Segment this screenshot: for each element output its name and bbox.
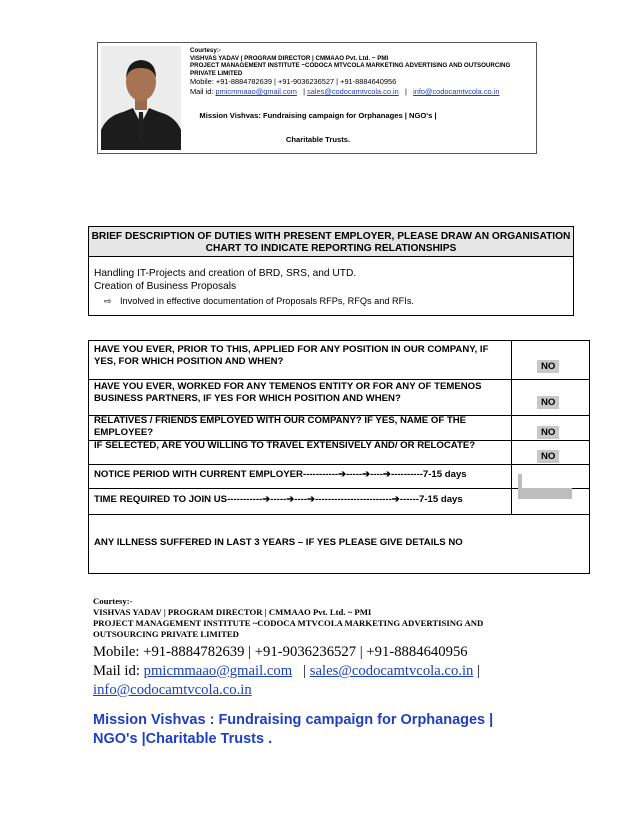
question-row <box>89 514 589 573</box>
footer-mail-sep-1: | <box>303 663 307 679</box>
question-text: TIME REQUIRED TO JOIN US-----------➔-----➔----➔------------------------➔------7-15 days <box>94 494 463 505</box>
question-row <box>89 379 589 416</box>
answer-cell <box>511 440 590 464</box>
footer-institute-line: PROJECT MANAGEMENT INSTITUTE ~CODOCA MTVCOLA MARKETING ADVERTISING AND OUTSOURCING PRIVATE LIMITED <box>93 618 484 639</box>
gray-shade <box>518 474 522 488</box>
gray-shade <box>518 488 572 499</box>
answer-badge: NO <box>537 450 559 463</box>
header-mail-link-3[interactable]: info@codocamtvcola.co.in <box>413 87 500 97</box>
header-mail-line <box>190 87 530 97</box>
question-text: HAVE YOU EVER, WORKED FOR ANY TEMENOS ENTITY OR FOR ANY OF TEMENOS BUSINESS PARTNERS, IF YES FOR WHICH POSITION AND WHEN? <box>94 381 482 404</box>
duties-table <box>88 226 574 316</box>
duty-line-3: Involved in effective documentation of Proposals RFPs, RFQs and RFIs. <box>120 296 414 306</box>
duty-line-1: Handling IT-Projects and creation of BRD, SRS, and UTD. <box>94 268 357 279</box>
footer-mobile: Mobile: +91-8884782639 | +91-9036236527 | +91-8884640956 <box>93 644 468 660</box>
header-mobile: Mobile: +91-8884782639 | +91-9036236527 | +91-8884640956 <box>190 77 397 87</box>
footer-mail-link-2[interactable]: sales@codocamtvcola.co.in <box>309 663 474 679</box>
footer-mail-sep-2: | <box>477 663 481 679</box>
footer-mail-link-3[interactable]: info@codocamtvcola.co.in <box>93 682 252 698</box>
answer-badge: NO <box>537 396 559 409</box>
footer-mail-label: Mail id: <box>93 663 140 679</box>
question-text: ANY ILLNESS SUFFERED IN LAST 3 YEARS – IF YES PLEASE GIVE DETAILS NO <box>94 537 463 548</box>
question-row <box>89 464 589 489</box>
header-mail-sep-2: | <box>404 87 407 97</box>
duty-sub-item <box>94 295 564 308</box>
header-mission-line-1: Mission Vishvas: Fundraising campaign for Orphanages | NGO's | <box>199 111 437 120</box>
answer-badge: NO <box>537 360 559 373</box>
questions-table <box>88 340 590 574</box>
answer-badge: NO <box>537 426 559 439</box>
answer-cell <box>511 415 590 440</box>
header-institute-line: PROJECT MANAGEMENT INSTITUTE ~CODOCA MTVCOLA MARKETING ADVERTISING AND OUTSOURCING PRIVATE LIMITED <box>190 62 511 77</box>
answer-cell <box>511 341 590 379</box>
header-text-block <box>190 47 530 97</box>
header-mail-sep-1: | <box>303 87 306 97</box>
footer-mail-line <box>93 662 533 700</box>
arrow-right-icon: ⇨ <box>104 296 112 306</box>
header-name-line: VISHVAS YADAV | PROGRAM DIRECTOR | CMMAAO Pvt. Ltd. ~ PMI <box>190 54 389 62</box>
question-row <box>89 341 589 380</box>
header-card <box>97 42 537 154</box>
header-mission-line-2: Charitable Trusts. <box>285 135 351 144</box>
header-mail-link-1[interactable]: pmicmmaao@gmail.com <box>215 87 297 97</box>
footer-mail-link-1[interactable]: pmicmmaao@gmail.com <box>143 663 293 679</box>
footer-block <box>93 596 593 749</box>
footer-mission: Mission Vishvas : Fundraising campaign for Orphanages | NGO's |Charitable Trusts . <box>93 712 494 747</box>
question-text: RELATIVES / FRIENDS EMPLOYED WITH OUR COMPANY? IF YES, NAME OF THE EMPLOYEE? <box>94 415 467 438</box>
question-row <box>89 488 589 515</box>
question-text: NOTICE PERIOD WITH CURRENT EMPLOYER-----------➔-----➔----➔----------7-15 days <box>94 469 467 480</box>
duty-line-2: Creation of Business Proposals <box>94 280 237 292</box>
question-row <box>89 415 589 441</box>
duties-body <box>94 268 564 308</box>
answer-cell <box>511 379 590 415</box>
question-row <box>89 440 589 465</box>
question-text: HAVE YOU EVER, PRIOR TO THIS, APPLIED FOR ANY POSITION IN OUR COMPANY, IF YES, FOR WHICH POSITION AND WHEN? <box>94 344 489 367</box>
question-text: IF SELECTED, ARE YOU WILLING TO TRAVEL EXTENSIVELY AND/ OR RELOCATE? <box>94 440 476 451</box>
header-courtesy: Courtesy:- <box>190 47 221 54</box>
header-mail-label: Mail id: <box>190 87 214 97</box>
footer-courtesy: Courtesy:- <box>93 596 133 606</box>
duties-heading: BRIEF DESCRIPTION OF DUTIES WITH PRESENT EMPLOYER, PLEASE DRAW AN ORGANISATION CHART TO INDICATE REPORTING RELATIONSHIPS <box>89 227 573 257</box>
answer-cell <box>511 464 590 488</box>
footer-name-line: VISHVAS YADAV | PROGRAM DIRECTOR | CMMAAO Pvt. Ltd. ~ PMI <box>93 607 372 617</box>
header-mail-link-2[interactable]: sales@codocamtvcola.co.in <box>307 87 399 97</box>
answer-cell <box>511 488 590 514</box>
